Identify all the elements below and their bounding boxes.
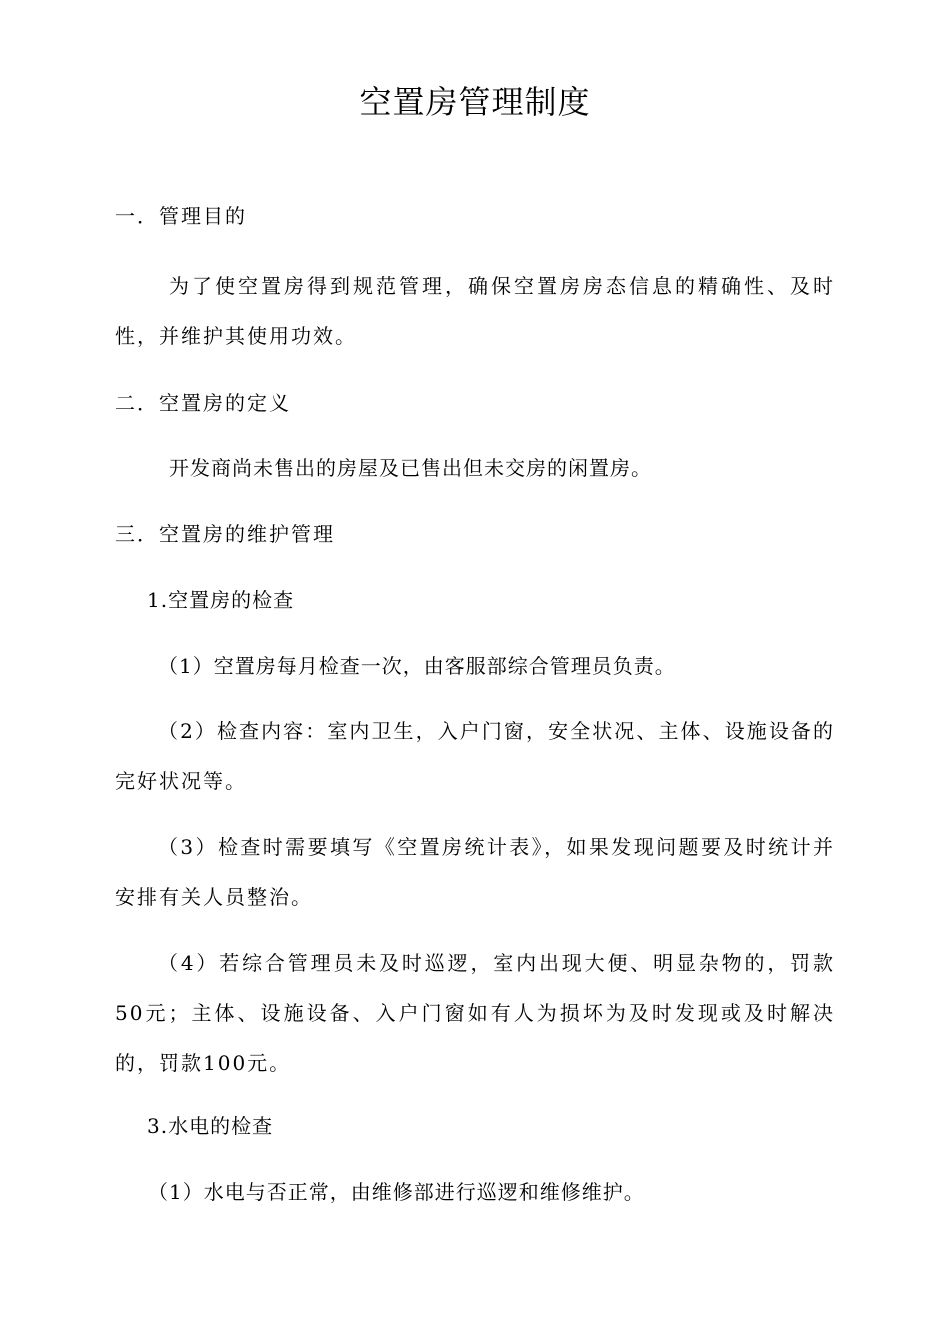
section-3-item-1: （1）空置房每月检查一次，由客服部综合管理员负责。: [158, 654, 676, 678]
section-3-item-3: （3）检查时需要填写《空置房统计表》，如果发现问题要及时统计并安排有关人员整治。: [115, 835, 835, 909]
section-3-item-2: （2）检查内容：室内卫生，入户门窗，安全状况、主体、设施设备的完好状况等。: [115, 719, 835, 793]
section-2-heading: 二．空置房的定义: [115, 391, 291, 415]
section-3-item-4: （4）若综合管理员未及时巡逻，室内出现大便、明显杂物的，罚款50元；主体、设施设备、入户门窗如有人为损坏为及时发现或及时解决的，罚款100元。: [115, 951, 835, 1075]
section-1-heading: 一．管理目的: [115, 204, 247, 228]
section-2-paragraph: 开发商尚未售出的房屋及已售出但未交房的闲置房。: [169, 456, 652, 480]
section-3-subheading-3: 3.水电的检查: [147, 1114, 274, 1138]
section-3-subheading-1: 1.空置房的检查: [147, 588, 295, 612]
section-3-subheading-3-item-1: （1）水电与否正常，由维修部进行巡逻和维修维护。: [148, 1180, 645, 1204]
document-title: 空置房管理制度: [359, 83, 591, 121]
section-3-heading: 三．空置房的维护管理: [115, 522, 335, 546]
section-1-paragraph: 为了使空置房得到规范管理，确保空置房房态信息的精确性、及时性，并维护其使用功效。: [115, 274, 835, 348]
